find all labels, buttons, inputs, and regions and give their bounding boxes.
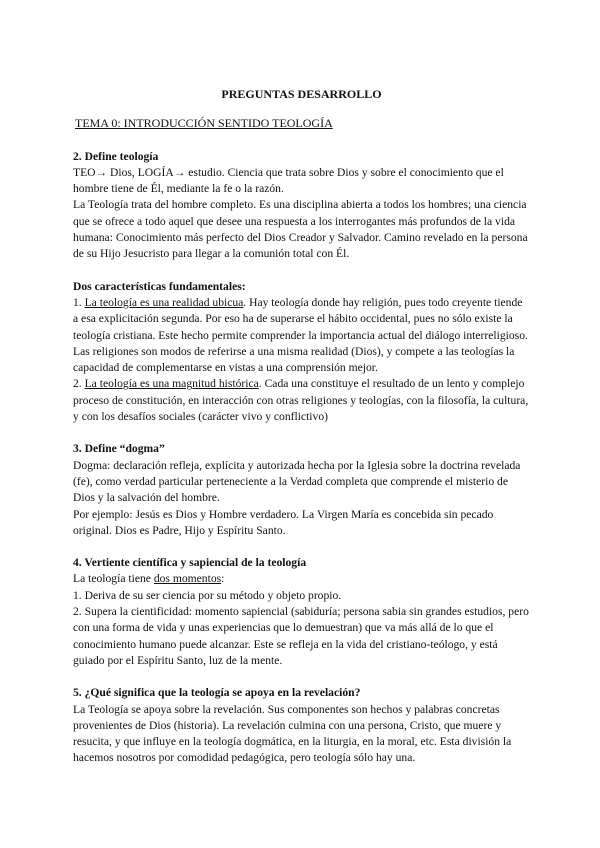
paragraph: 2. Supera la cientificidad: momento sapiencial (sabiduría; persona sabia sin grandes estudios, pero con una forma de vida y unas experiencias que lo demuestran) que va más allá de lo que el conocimiento humano puede alcanzar. Este se refleja en la vida del cristiano-teólogo, y está guiado por el Espíritu Santo, luz de la mente. <box>73 605 529 667</box>
section-caracteristicas <box>73 279 530 426</box>
paragraph: Dogma: declaración refleja, explícita y autorizada hecha por la Iglesia sobre la doctrina revelada (fe), como verdad particular perteneciente a la Verdad completa que comprende el misterio de Dios y la salvación del hombre. <box>73 458 521 505</box>
section-vertiente <box>73 555 530 669</box>
question-title: 5. ¿Qué significa que la teología se apoya en la revelación? <box>73 686 361 700</box>
section-define-dogma <box>73 441 530 539</box>
paragraph <box>73 571 530 587</box>
intro-suffix: : <box>221 572 225 586</box>
paragraph: Por ejemplo: Jesús es Dios y Hombre verdadero. La Virgen María es concebida sin pecado original. Dios es Padre, Hijo y Espíritu Santo. <box>73 507 494 537</box>
question-title: 2. Define teología <box>73 149 159 163</box>
underlined-phrase: dos momentos <box>153 572 222 586</box>
document-title: PREGUNTAS DESARROLLO <box>221 87 382 101</box>
item-number: 2. <box>73 377 85 391</box>
item-text: . Hay teología donde hay religión, pues todo creyente tiende a esa explicitación segunda. Por eso ha de superarse el hábito occidental, pues no sólo existe la teología cristiana. Este hecho permite comprender la importancia actual del diálogo interreligioso. Las religiones son modos de referirse a una misma realidad (Dios), y compete a las teologías la capacidad de complementarse en vistas a una comprensión mejor. <box>73 295 528 375</box>
question-title: 3. Define “dogma” <box>73 442 165 456</box>
underlined-phrase: La teología es una realidad ubicua <box>84 295 244 309</box>
item-number: 1. <box>73 295 85 309</box>
list-item <box>73 376 530 425</box>
paragraph: La Teología se apoya sobre la revelación. Sus componentes son hechos y palabras concretas provenientes de Dios (historia). La revelación culmina con una persona, Cristo, que muere y resucita, y que influye en la teología dogmática, en la liturgia, en la moral, etc. Esta división la hacemos nosotros por comodidad pedagógica, pero teología sólo hay una. <box>73 702 512 765</box>
intro-text: La teología tiene <box>73 572 154 586</box>
section-revelacion <box>73 685 530 766</box>
paragraph: TEO→ Dios, LOGÍA→ estudio. Ciencia que trata sobre Dios y sobre el conocimiento que el hombre tiene de Él, mediante la fe o la razón. <box>73 165 504 196</box>
section-define-teologia <box>73 149 530 263</box>
question-title: 4. Vertiente científica y sapiencial de la teología <box>73 556 307 570</box>
item-text: . Cada una constituye el resultado de un lento y complejo proceso de constitución, en interacción con otras religiones y teologías, con la filosofía, la cultura, y con los desafíos sociales (carácter vivo y conflictivo) <box>73 377 529 424</box>
underlined-phrase: La teología es una magnitud histórica <box>84 377 259 391</box>
paragraph: 1. Deriva de su ser ciencia por su método y objeto propio. <box>73 588 342 602</box>
paragraph: La Teología trata del hombre completo. Es una disciplina abierta a todos los hombres; una ciencia que se ofrece a todo aquel que desee una respuesta a los interrogantes más profundos de la vida humana: Conocimiento más perfecto del Dios Creador y Salvador. Camino revelado en la persona de su Hijo Jesucristo para llegar a la comunión total con Él. <box>73 198 528 261</box>
list-item <box>73 295 530 376</box>
topic-heading: TEMA 0: INTRODUCCIÓN SENTIDO TEOLOGÍA <box>75 116 333 131</box>
question-title: Dos características fundamentales: <box>73 279 246 293</box>
